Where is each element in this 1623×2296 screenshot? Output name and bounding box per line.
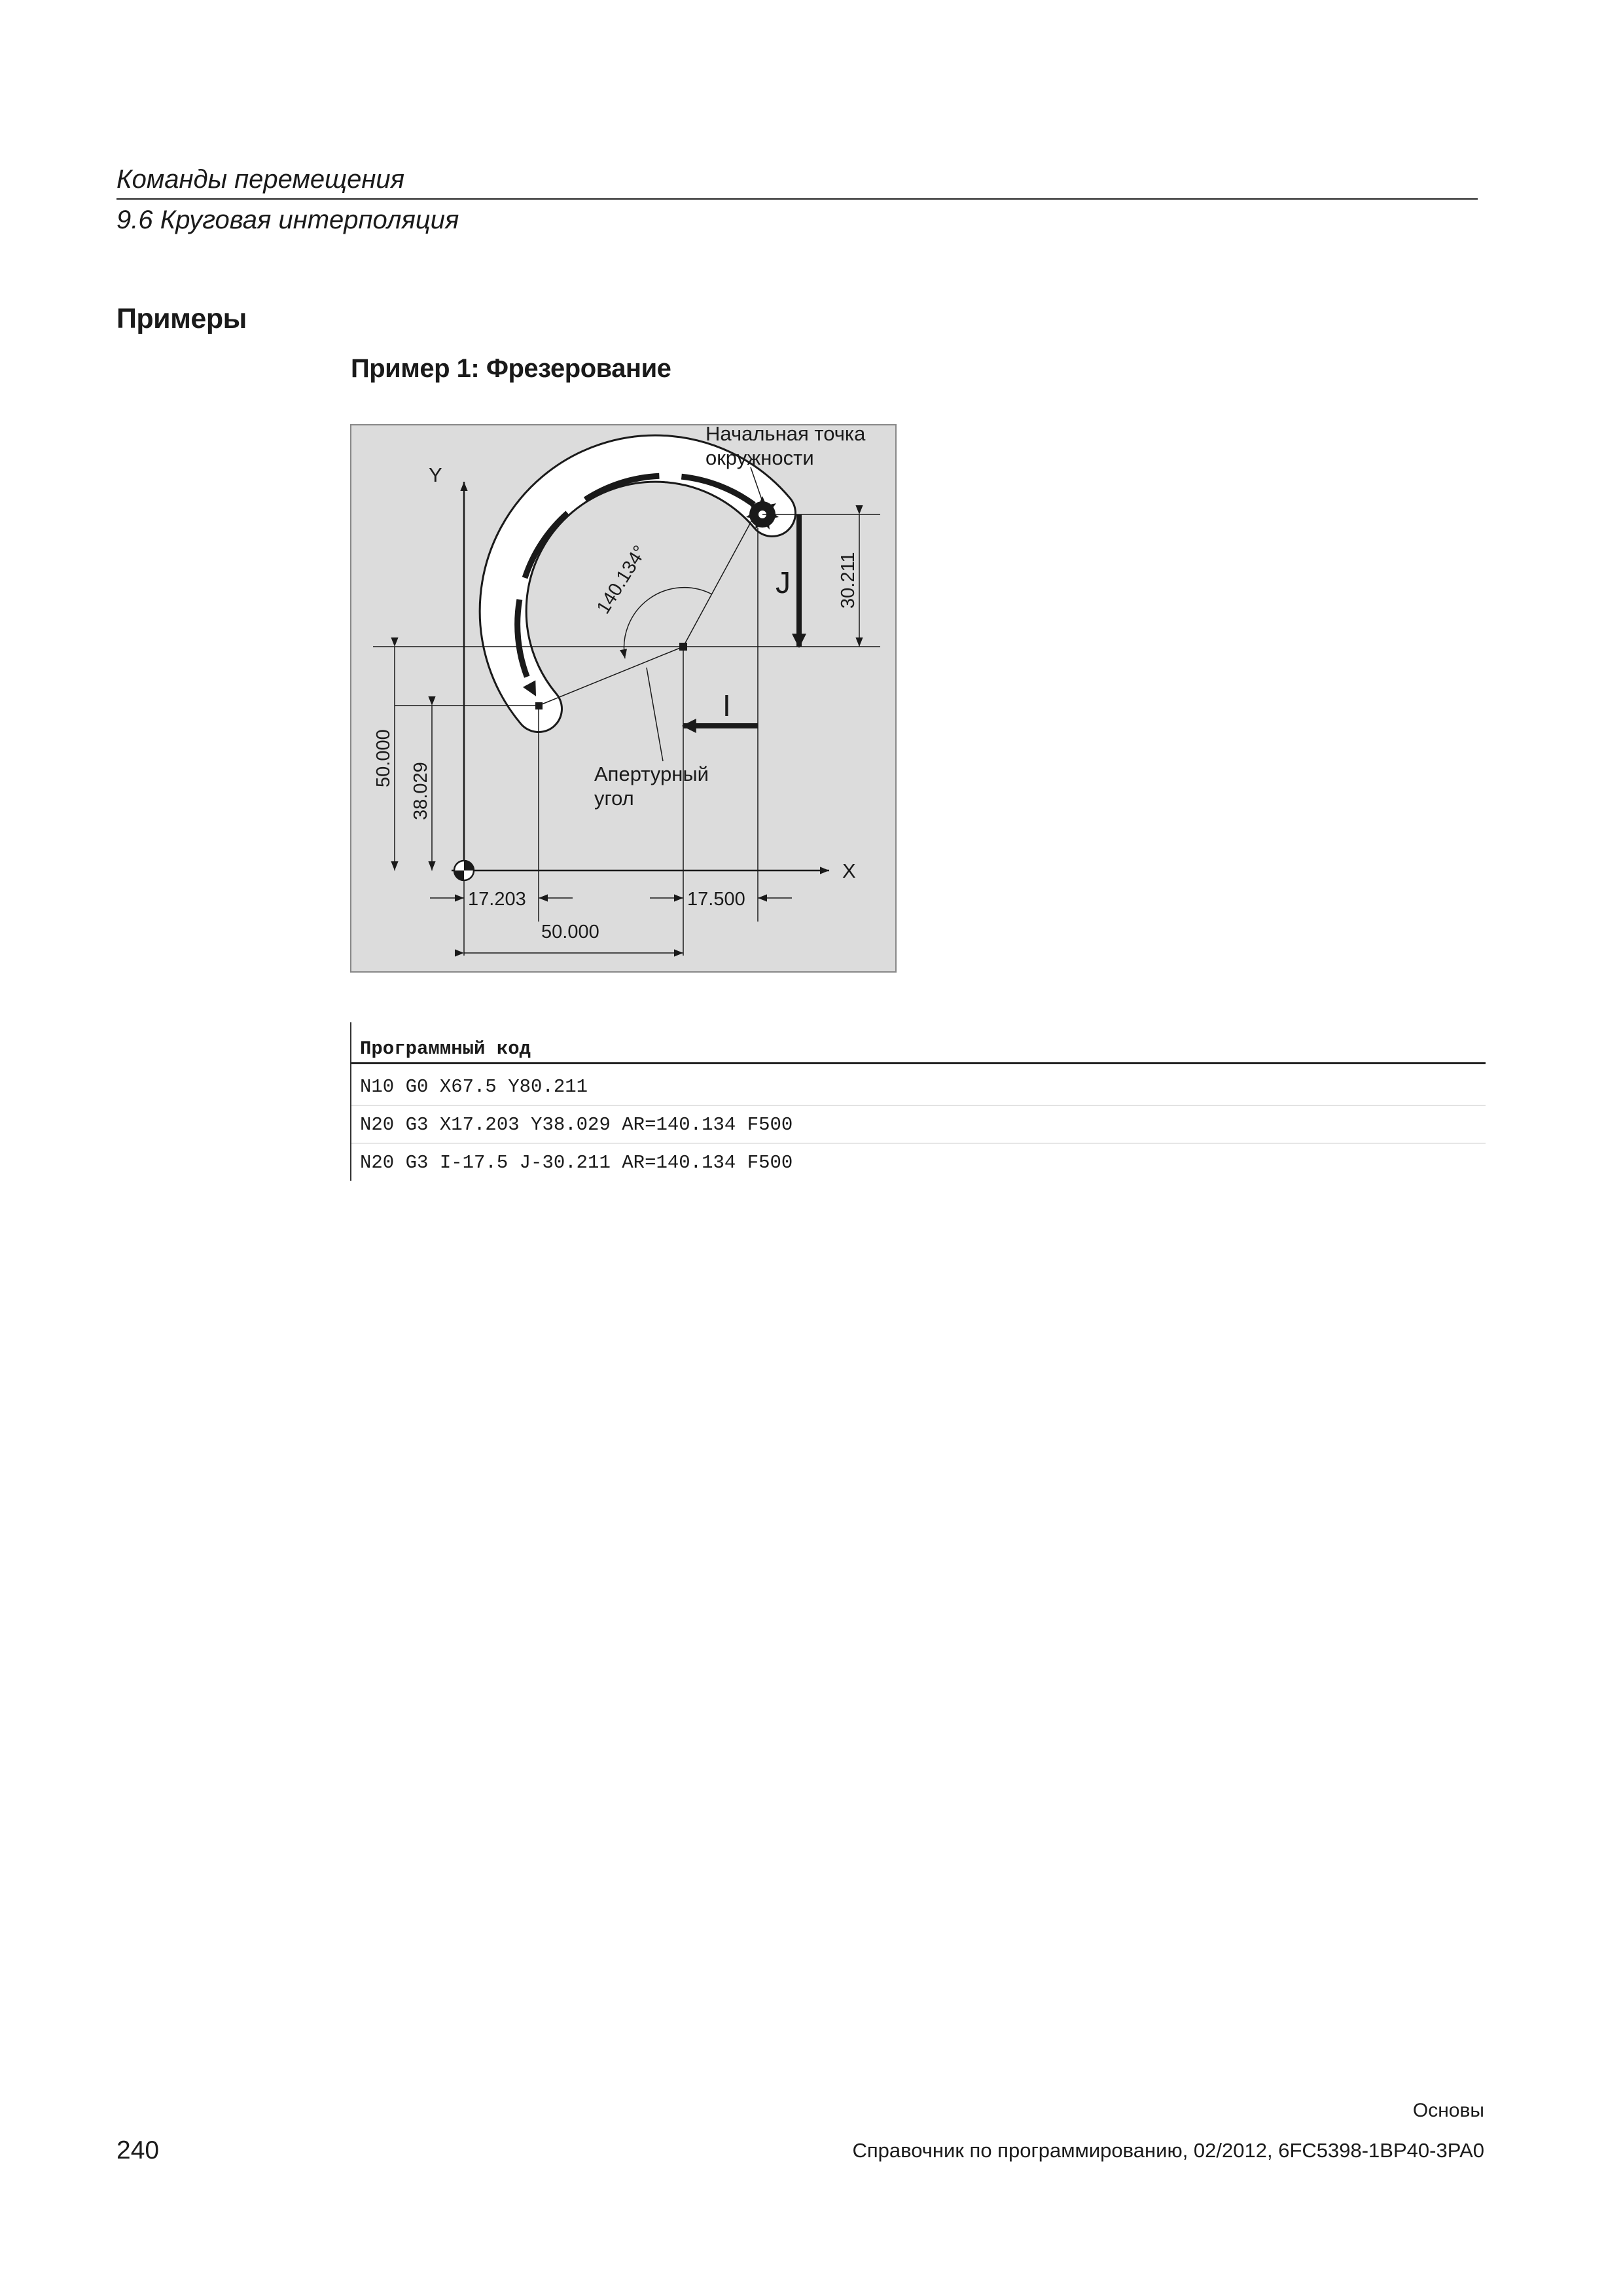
dim-50-000-horizontal-label: 50.000 <box>541 922 599 942</box>
dim-30-211-label: 30.211 <box>838 552 859 609</box>
angle-label: 140.134° <box>592 542 651 618</box>
code-table-header: Программный код <box>360 1038 531 1060</box>
origin-icon <box>454 861 474 880</box>
code-line: N10 G0 X67.5 Y80.211 <box>360 1076 588 1098</box>
aperture-label-line-1: Апертурный <box>594 762 709 785</box>
code-line: N20 G3 X17.203 Y38.029 AR=140.134 F500 <box>360 1114 793 1136</box>
dim-38-029-label: 38.029 <box>410 762 431 820</box>
page-number: 240 <box>116 2136 160 2164</box>
i-vector-label: I <box>722 689 731 723</box>
footer-document-info: Справочник по программированию, 02/2012, 6FC5398-1BP40-3PA0 <box>852 2139 1484 2162</box>
milling-diagram <box>350 424 897 973</box>
center-point <box>679 643 687 651</box>
figure-background <box>351 425 896 972</box>
y-axis-label: Y <box>429 463 442 486</box>
code-table-left-rule <box>350 1022 351 1181</box>
dim-17-500-label: 17.500 <box>687 889 745 910</box>
x-axis-label: X <box>842 859 856 882</box>
start-point-label-line-2: окружности <box>705 446 814 469</box>
example-title: Пример 1: Фрезерование <box>351 354 671 383</box>
section-title: Примеры <box>116 303 247 334</box>
dim-50-000-vertical-label: 50.000 <box>373 729 394 787</box>
running-header-chapter: Команды перемещения <box>116 165 405 194</box>
running-header-section: 9.6 Круговая интерполяция <box>116 206 459 234</box>
code-table-header-rule <box>351 1062 1486 1064</box>
aperture-label-line-2: угол <box>594 787 634 810</box>
start-point-label-line-1: Начальная точка <box>705 424 866 445</box>
footer-subtitle: Основы <box>1412 2100 1484 2121</box>
dim-17-203-label: 17.203 <box>468 889 526 910</box>
header-rule <box>116 198 1478 200</box>
code-line: N20 G3 I-17.5 J-30.211 AR=140.134 F500 <box>360 1152 793 1174</box>
end-point <box>535 702 543 709</box>
j-vector-label: J <box>776 565 791 600</box>
